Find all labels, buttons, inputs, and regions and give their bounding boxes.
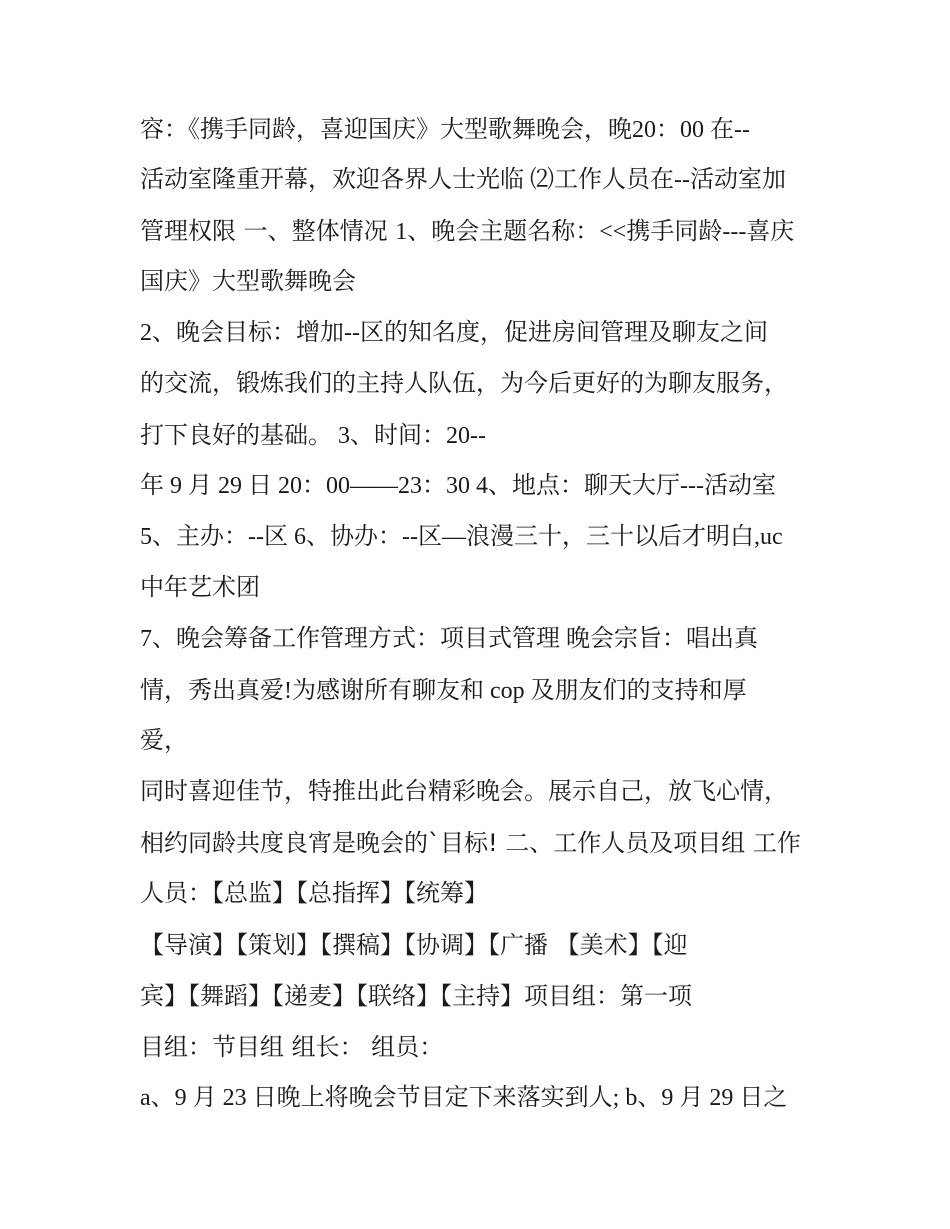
text-segment: 1、晚会主题名称：<<携手同龄---喜庆 — [395, 219, 795, 245]
text-line — [140, 920, 820, 971]
text-segment: 国庆》大型歌舞晚会 — [140, 269, 356, 295]
text-line — [140, 257, 820, 308]
text-line — [140, 461, 820, 512]
text-segment: 打下良好的基础。 — [140, 421, 332, 449]
text-segment: 20：00 在-- — [632, 117, 750, 143]
text-segment: 及朋友们的支持和厚 — [530, 676, 747, 704]
text-segment: 3、时间：20-- — [332, 423, 486, 449]
text-segment: 相约同龄共度良宵是晚会的`目标! 二、工作人员及项目组 工作 — [140, 829, 801, 857]
text-line — [140, 410, 820, 461]
text-line — [140, 512, 820, 563]
text-segment: 目组：节目组 组长： 组员： — [140, 1033, 444, 1061]
text-segment: 同时喜迎佳节，特推出此台精彩晚会。展示自己，放飞心情， — [140, 779, 788, 805]
text-line — [140, 971, 820, 1022]
text-segment: 7、晚会筹备工作管理方式：项目式管理 晚会宗旨：唱出真 — [140, 626, 758, 652]
text-line — [140, 1022, 820, 1073]
text-line — [140, 716, 820, 767]
text-segment: 人员：【总监】【总指挥】【统筹】 — [140, 881, 488, 907]
text-segment: a、9 月 23 日晚上将晚会节目定下来落实到人; b、9 月 29 日之 — [140, 1085, 788, 1111]
text-segment: 情，秀出真爱!为感谢所有聊友和 cop — [140, 678, 531, 704]
text-segment: 5、主办：--区 6、协办：--区—浪漫三十，三十以后才明白,uc — [140, 524, 783, 550]
text-line — [140, 665, 820, 716]
text-segment: 爱， — [140, 728, 188, 754]
text-line — [140, 614, 820, 665]
text-line — [140, 206, 820, 257]
document-body — [140, 104, 820, 1124]
text-line — [140, 818, 820, 869]
text-line — [140, 1073, 820, 1124]
text-line — [140, 155, 820, 206]
text-segment: 2、晚会目标：增加--区的知名度，促进房间管理及聊友之间 — [140, 320, 768, 346]
text-line — [140, 308, 820, 359]
text-segment: 活动室隆重开幕，欢迎各界人士光临 ⑵工作人员在--活动室加 — [140, 167, 786, 193]
text-segment: 宾】【舞蹈】【递麦】【联络】【主持】项目组：第一项 — [140, 982, 692, 1010]
text-line — [140, 359, 820, 410]
text-segment: 年 9 月 29 日 20：00——23：30 4、地点：聊天大厅---活动室 — [140, 473, 776, 499]
text-segment: 的交流，锻炼我们的主持人队伍，为今后更好的为聊友服务， — [140, 371, 788, 397]
text-line — [140, 767, 820, 818]
text-segment: 【导演】【策划】【撰稿】【协调】【广播 【美术】【迎 — [140, 931, 688, 959]
text-line — [140, 104, 820, 155]
text-line — [140, 563, 820, 614]
text-segment: 容：《携手同龄，喜迎国庆》大型歌舞晚会，晚 — [140, 115, 632, 143]
text-line — [140, 869, 820, 920]
text-segment: 管理权限 一、整体情况 — [140, 217, 396, 245]
text-segment: 中年艺术团 — [140, 575, 260, 601]
